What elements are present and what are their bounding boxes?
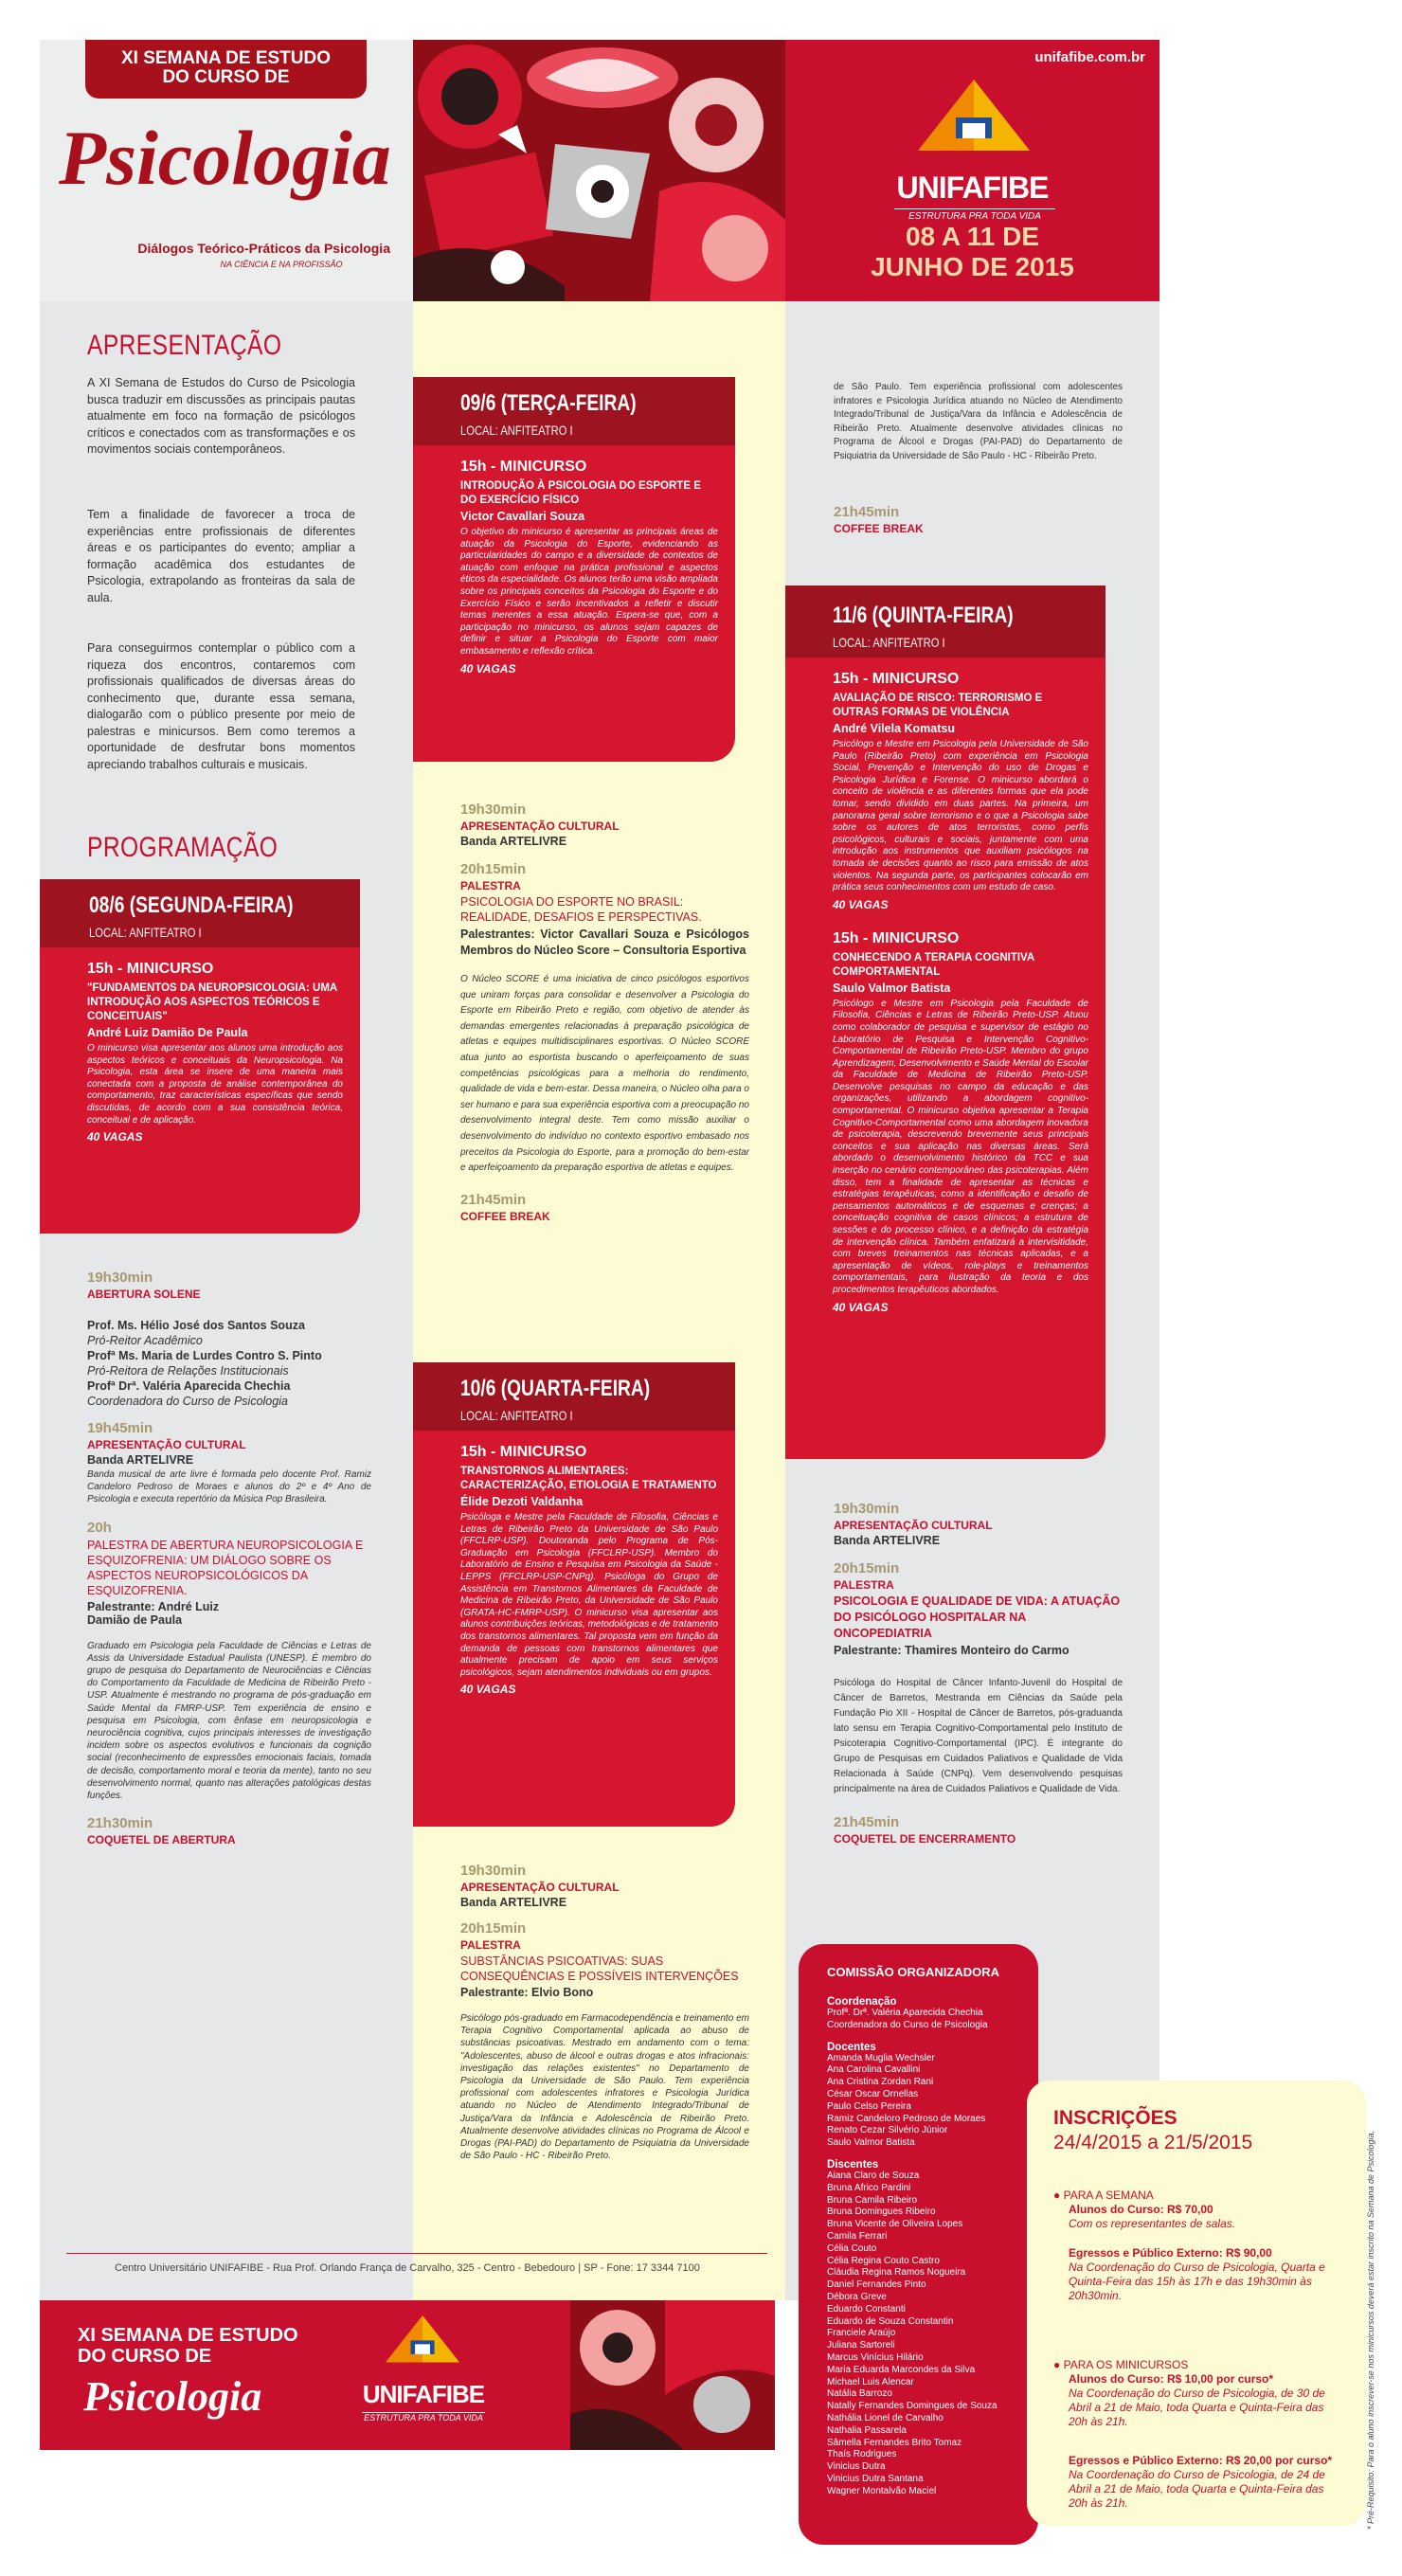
footer-address: Centro Universitário UNIFAFIBE - Rua Prof. Orlando França de Carvalho, 325 - Centro - Bebedouro | SP - Fone: 17 3344 7100 [115,2262,700,2274]
day1-ev2-title: APRESENTAÇÃO CULTURAL [87,1438,246,1451]
apresentacao-p1: A XI Semana de Estudos do Curso de Psicologia busca traduzir em discussões as principais pautas atualmente em foco na formação de psicólogos críticos e conectados com as transformações e os movimentos sociais contemporâneos. [87,376,355,456]
day3-ev1-time: 19h30min [460,1863,527,1879]
day4-mc1-time: 15h - MINICURSO [833,671,960,687]
day1-ev2-sub: Banda ARTELIVRE [87,1453,194,1467]
day4-mc2-speaker: Saulo Valmor Batista [833,981,951,995]
coord-names: Profª. Drª. Valéria Aparecida Chechia Coordenadora do Curso de Psicologia [827,2008,988,2030]
discentes-name: Natália Barrozo [827,2388,892,2400]
brand-name: UNIFAFIBE [896,171,1049,205]
prerequisite-note: * Pré-Requisito: Para o aluno inscrever-se nos minicursos deverá estar inscrito na Semana de Psicologia. [1366,2130,1375,2530]
guest1-name: Prof. Ms. Hélio José dos Santos Souza [87,1319,305,1332]
semana-alunos: Alunos do Curso: R$ 70,00 [1069,2203,1213,2216]
banner-tagline: ESTRUTURA PRA TODA VIDA [362,2412,485,2423]
docentes-name: Ana Carolina Cavallini [827,2064,921,2076]
guest3-name: Profª Drª. Valéria Aparecida Chechia [87,1379,291,1393]
header-left-panel [40,40,413,301]
day4-ev1-title: APRESENTAÇÃO CULTURAL [834,1519,993,1532]
docentes-name: Paulo Celso Pereira [827,2100,911,2112]
day3-mc-description: Psicóloga e Mestre pela Faculdade de Filosofia, Ciências e Letras de Ribeirão Preto da Universidade de São Paulo (FFCLRP-USP). Doutoranda pelo Programa de Pós-Graduação em Psicologia (FFCLRP-USP). Membro do Laboratório de Ensino e Pesquisa em Psicologia da Saúde - LEPPS (FFCLRP-USP-CNPq). Psicóloga do Grupo de Assistência em Transtornos Alimentares da Faculdade de Medicina de Ribeirão Preto, da Universidade de São Paulo (GRATA-HC-FMRP-USP). O minicurso visa apresentar aos alunos contribuições teóricas, metodológicas e de tratamento dos transtornos alimentares. Tal proposta vem em função da demanda de pessoas com transtornos alimentares que atualmente precisam de apoio em seus serviços psicológicos, sejam atendimentos individuais ou em grupos. [460,1512,718,1678]
day1-ev1-title: ABERTURA SOLENE [87,1288,201,1301]
day2-ev2-desc: O Núcleo SCORE é uma iniciativa de cinco psicólogos esportivos que uniram forças para consolidar e desenvolver a Psicologia do Esporte em Ribeirão Preto e região, com objetivo de atender às demandas emergentes relacionadas à preparação psicológica de atletas e equipes multidisciplinares esportivas. O Núcleo SCORE atua junto ao esportista buscando o aperfeiçoamento de suas competências psicológicas para a melhoria do rendimento, qualidade de vida e bem-estar. Dessa maneira, o Núcleo olha para o ser humano e para sua experiência esportiva com a preocupação no desenvolvimento integral deste. Tem como missão auxiliar o desenvolvimento do indivíduo no contexto esportivo embasado nos preceitos da Psicologia do Esporte, para a promoção do bem-estar e aperfeiçoamento da preparação esportiva de atletas e equipes. [460,974,749,1174]
day3-ev2-desc-continued: de São Paulo. Tem experiência profissional com adolescentes infratores e Psicologia Jurídica atuando no Núcleo de Atendimento Integrado/Tribunal de Justiça/Vara da Infância e Adolescência de Ribeirão Preto. Atualmente desenvolve atividades clínicas no Programa de Álcool e Drogas (PAI-PAD) do Departamento de Psiquiatria da Universidade de São Paulo - HC - Ribeirão Preto. [834,382,1123,461]
day4-ev2-time: 20h15min [834,1560,900,1576]
day4-ev2-desc: Psicóloga do Hospital de Câncer Infanto-Juvenil do Hospital de Câncer de Barretos, Mestranda em Ciências da Saúde pela Fundação Pio XII - Hospital de Câncer de Barretos, pós-graduanda lato sensu em Terapia Cognitivo-Comportamental pelo Instituto de Psicoterapia Cognitivo-Comportamental (IPC). É integrante do Grupo de Pesquisas em Cuidados Paliativos e Qualidade de Vida Relacionada à Saúde (CNPq). Vem desenvolvendo pesquisas principalmente na área de Cuidados Paliativos e Qualidade de Vida. [834,1678,1123,1794]
day4-mc1-description: Psicólogo e Mestre em Psicologia pela Universidade de São Paulo (Ribeirão Preto) com experiência em Psicologia Social, Prevenção e Intervenção do uso de Drogas e Psicologia Jurídica e Forense. O minicurso abordará o conceito de violência e as diferentes formas que ela pode tomar, sendo dividido em duas partes. Na primeira, um panorama geral sobre terrorismo e o que a Psicologia sabe sobre os autores de atos terroristas, como perfis psicológicos, culturais e sociais, juntamente com uma introdução aos instrumentos que auxiliam psicólogos na tomada de decisões quanto ao risco para emissão de atos violentos. Na segunda parte, os participantes colocarão em prática seus conhecimentos com um estudo de caso. [833,739,1088,893]
apresentacao-p3: Para conseguirmos contemplar o público com a riqueza dos encontros, contaremos com profissionais qualificados de diversas áreas do conhecimento que, durante essa semana, dialogarão com o público presente por meio de palestras e minicursos. Bem como teremos a oportunidade de desfrutar bons momentos apreciando trabalhos culturais e musicais. [87,641,355,771]
day3-coffee [834,504,1123,535]
website-link[interactable]: unifafibe.com.br [1034,49,1145,65]
docentes-name: César Oscar Ornellas [827,2088,919,2099]
day1-ev4-title: COQUETEL DE ABERTURA [87,1833,236,1847]
guest1-role: Pró-Reitor Acadêmico [87,1334,203,1347]
day1-ev3-desc: Graduado em Psicologia pela Faculdade de Ciências e Letras de Assis da Universidade Estadual Paulista (UNESP). É membro do grupo de pesquisa do Departamento de Neurociências e Ciências do Comportamento da Faculdade de Medicina de Ribeirão Preto - USP. Atualmente é mestrando no programa de pós-graduação em Saúde Mental da FMRP-USP. Tem experiência de ensino e pesquisa em Psicologia, com ênfase em neuropsicologia e neurociência cognitiva, cujos principais interesses de investigação incidem sobre os aspectos evolutivos e funcionais da cognição social (reconhecimento de expressões emocionais faciais, tomada de decisão, comportamento moral e teoria da mente), tanto no seu desenvolvimento normal, quanto nas alterações patológicas destas funções. [87,1640,371,1802]
banner-art [570,2300,775,2450]
apresentacao-title: APRESENTAÇÃO [87,330,282,361]
discentes-name: Bruna Vicente de Oliveira Lopes [827,2219,963,2230]
day4-mc2-title: CONHECENDO A TERAPIA COGNITIVA COMPORTAMENTAL [833,951,1034,978]
discentes-name: Aiana Claro de Souza [827,2170,920,2181]
event-dates [785,222,1159,282]
day2-ev3-time: 21h45min [460,1191,527,1208]
comissao-card [799,1944,1038,2545]
inscricoes-title: INSCRIÇÕES [1053,2107,1177,2129]
day4-mc1-vagas: 40 VAGAS [833,897,889,911]
discentes-name: Marcus Vinícius Hilário [827,2351,924,2363]
day1-mc-title: "FUNDAMENTOS DA NEUROPSICOLOGIA: UMA INTRODUÇÃO AOS ASPECTOS TEÓRICOS E CONCEITUAIS" [87,982,337,1022]
day1-mc-speaker: André Luiz Damião De Paula [87,1026,248,1039]
day1-ev2-desc: Banda musical de arte livre é formada pelo docente Prof. Ramiz Candeloro Pedroso de Moraes e alunos do 2º e 4º Ano de Psicologia e executa repertório da Música Pop Brasileira. [87,1469,371,1505]
discentes-name: Célia Regina Couto Castro [827,2255,940,2266]
unifafibe-logo-icon [918,80,1030,174]
day3-location: LOCAL: ANFITEATRO I [460,1408,573,1423]
footer-divider [66,2253,767,2254]
day2-mc-speaker: Victor Cavallari Souza [460,510,585,523]
day1-mc-time: 15h - MINICURSO [87,961,214,977]
day2-card [413,377,735,762]
discentes-name: Maria Eduarda Marcondes da Silva [827,2364,976,2375]
day1-ev3-time: 20h [87,1519,112,1536]
day4-ev3-time: 21h45min [834,1814,900,1830]
day4-ev1-time: 19h30min [834,1501,900,1517]
brand-tagline: ESTRUTURA PRA TODA VIDA [894,208,1055,222]
discentes-name: Michael Luis Alencar [827,2376,914,2387]
day4-location: LOCAL: ANFITEATRO I [833,635,945,650]
day3-ev3-title: COFFEE BREAK [834,522,924,535]
day3-mc-time: 15h - MINICURSO [460,1444,587,1460]
day1-guests [87,1318,371,1409]
day1-card [40,879,360,1234]
edition-line1: XI SEMANA DE ESTUDO [121,48,331,68]
banner-line2: DO CURSO DE [78,2346,212,2367]
day1-ev3-title: PALESTRA DE ABERTURA NEUROPSICOLOGIA E ESQUIZOFRENIA: UM DIÁLOGO SOBRE OS ASPECTOS NEUROPSICOLÓGICOS DA ESQUIZOFRENIA. [87,1538,364,1597]
day3-ev2-time: 20h15min [460,1920,527,1937]
guest2-role: Pró-Reitora de Relações Institucionais [87,1364,289,1378]
banner-brand: UNIFAFIBE [362,2380,485,2408]
day4-ev2-title: PALESTRA [834,1578,894,1592]
inscricoes-period: 24/4/2015 a 21/5/2015 [1053,2132,1253,2153]
header-tagline: NA CIÊNCIA E NA PROFISSÃO [220,260,343,269]
day3-ev1-sub: Banda ARTELIVRE [460,1896,567,1909]
semana-label-text: PARA A SEMANA [1063,2189,1154,2202]
discentes-name: Nathália Lionel de Carvalho [827,2412,944,2423]
day1-location: LOCAL: ANFITEATRO I [89,925,202,940]
day4-mc1-speaker: André Vilela Komatsu [833,722,955,735]
inscricoes-minicursos [1053,2358,1339,2511]
inscricoes-card [1027,2081,1366,2526]
day4-events [834,1501,1123,1846]
docentes-list [827,2053,1010,2150]
discentes-name: Eduardo Constanti [827,2303,906,2315]
semana-ext-note: Na Coordenação do Curso de Psicologia, Quarta e Quinta-Feira das 15h às 17h e das 19h30min às 20h30min. [1069,2261,1325,2302]
mini-ext: Egressos e Público Externo: R$ 20,00 por curso* [1069,2454,1333,2467]
day3-ev2-topic: SUBSTÂNCIAS PSICOATIVAS: SUAS CONSEQUÊNCIAS E POSSÍVEIS INTERVENÇÕES [460,1955,739,1983]
discentes-name: Sâmella Fernandes Brito Tomaz [827,2437,962,2448]
mini-alunos: Alunos do Curso: R$ 10,00 por curso* [1069,2372,1274,2386]
day4-ev2-topic: PSICOLOGIA E QUALIDADE DE VIDA: A ATUAÇÃO DO PSICÓLOGO HOSPITALAR NA ONCOPEDIATRIA [834,1594,1121,1640]
day2-events [460,802,749,1223]
discentes-name: Franciele Araújo [827,2328,896,2339]
discentes-name: Cláudia Regina Ramos Nogueira [827,2267,966,2279]
day2-mc-description: O objetivo do minicurso é apresentar as principais áreas de atuação da Psicologia do Esporte, evidenciando as particularidades do campo e a diversidade de contextos de atuação com enfoque na prática profissional e aspectos éticos da especialidade. Os alunos terão uma visão ampliada sobre os principais conceitos da Psicologia do Esporte e do Exercício Físico e serão incentivados a refletir e discutir temas inerentes a essa atuação. Espera-se que, com a participação no minicurso, os alunos sejam capazes de definir e situar a Psicologia do Esporte com maior embasamento e reflexão crítica. [460,527,718,657]
day2-mc-time: 15h - MINICURSO [460,459,587,475]
day2-mc-title: INTRODUÇÃO À PSICOLOGIA DO ESPORTE E DO EXERCÍCIO FÍSICO [460,480,701,506]
dates-line1: 08 A 11 DE [905,222,1040,251]
comissao-title: COMISSÃO ORGANIZADORA [827,1965,999,1979]
day3-mc-vagas: 40 VAGAS [460,1683,516,1697]
day3-card [413,1362,735,1827]
day2-title: 09/6 (TERÇA-FEIRA) [460,390,637,416]
day2-ev1-time: 19h30min [460,802,527,818]
day4-ev2-sub: Palestrante: Thamires Monteiro do Carmo [834,1644,1069,1657]
day1-ev4-time: 21h30min [87,1815,153,1832]
banner-course: Psicologia [83,2373,262,2420]
day2-ev1-sub: Banda ARTELIVRE [460,835,567,848]
abstract-illustration [413,40,785,301]
discentes-name: Daniel Fernandes Pinto [827,2279,926,2291]
coord-label: Coordenação [827,1996,897,2008]
header-subtitle: Diálogos Teórico-Práticos da Psicologia [137,241,390,256]
day4-mc2-vagas: 40 VAGAS [833,1300,889,1314]
mini-label [1053,2358,1339,2372]
day4-ev3-title: COQUETEL DE ENCERRAMENTO [834,1832,1016,1846]
day4-card [785,585,1105,1459]
banner-edition [78,2325,298,2367]
discentes-name: Eduardo de Souza Constantin [827,2315,954,2327]
discentes-name: Thaís Rodrigues [827,2449,897,2460]
day2-ev2-sub: Palestrantes: Victor Cavallari Souza e Psicólogos Membros do Núcleo Score – Consultoria Esportiva [460,928,749,957]
day3-ev3-time: 21h45min [834,504,900,520]
docentes-name: Ramiz Candeloro Pedroso de Moraes [827,2113,986,2124]
edition-badge [85,40,367,99]
inscricoes-semana [1053,2189,1339,2303]
bottom-banner [40,2300,775,2450]
day2-ev2-time: 20h15min [460,861,527,877]
day4-mc1-title: AVALIAÇÃO DE RISCO: TERRORISMO E OUTRAS FORMAS DE VIOLÊNCIA [833,693,1043,718]
day1-ev2-time: 19h45min [87,1420,153,1436]
discentes-name: Wagner Montalvão Maciel [827,2485,937,2496]
mini-label-text: PARA OS MINICURSOS [1063,2358,1189,2371]
semana-alunos-note: Com os representantes de salas. [1069,2217,1236,2230]
day3-mc-title: TRANSTORNOS ALIMENTARES: CARACTERIZAÇÃO, ETIOLOGIA E TRATAMENTO [460,1466,717,1491]
programacao-title: PROGRAMAÇÃO [87,832,279,863]
discentes-name: Camila Ferrari [827,2230,888,2242]
docentes-name: Renato Cezar Silvério Júnior [827,2125,948,2136]
day1-ev3-sub: Palestrante: André Luiz Damião de Paula [87,1599,220,1627]
discentes-list [827,2171,1010,2498]
discentes-name: Natally Fernandes Domingues de Souza [827,2401,998,2412]
apresentacao-p2: Tem a finalidade de favorecer a troca de experiências entre profissionais de diferentes áreas e os participantes do evento; ampliar a formação acadêmica dos estudantes de Psicologia, extrapolando as fronteiras da sala de aula. [87,508,355,604]
day2-ev3-title: COFFEE BREAK [460,1209,550,1223]
discentes-name: Débora Greve [827,2291,887,2302]
day3-ev1-title: APRESENTAÇÃO CULTURAL [460,1881,620,1894]
discentes-name: Juliana Sartoreli [827,2340,895,2351]
guest2-name: Profª Ms. Maria de Lurdes Contro S. Pinto [87,1349,322,1362]
day3-mc-speaker: Élide Dezoti Valdanha [460,1495,584,1508]
course-title: Psicologia [59,115,391,201]
edition-line2: DO CURSO DE [162,67,290,87]
mini-ext-note: Na Coordenação do Curso de Psicologia, de 24 de Abril a 21 de Maio, toda Quarta e Quinta-Feira das 20h às 21h. [1069,2468,1325,2510]
discentes-name: Bruna Africo Pardini [827,2182,911,2193]
day3-title: 10/6 (QUARTA-FEIRA) [460,1376,651,1401]
day2-location: LOCAL: ANFITEATRO I [460,423,573,438]
discentes-name: Vinicius Dutra Santana [827,2473,924,2484]
day3-events [460,1863,749,2162]
header-art [413,40,785,301]
day1-title: 08/6 (SEGUNDA-FEIRA) [89,892,294,918]
day4-mc2-description: Psicólogo e Mestre em Psicologia pela Faculdade de Filosofia, Ciências e Letras de Ribeirão Preto-USP. Atuou como colaborador de pesquisa e supervisor de estágio no Laboratório de Pesquisa e Intervenção Cognitivo-Comportamental de Ribeirão Preto-USP. Membro do grupo Aprendizagem, Desenvolvimento e Saúde Mental do Escolar da Faculdade de Medicina de Ribeirão Preto-USP. Desenvolve pesquisas no campo da educação e das organizações, utilizando a abordagem cognitivo-comportamental. O minicurso objetiva apresentar a Terapia Cognitivo-Comportamental como uma abordagem inovadora de psicoterapia, descrevendo brevemente seus principais conceitos e sua aplicação nas diversas áreas. Será abordado o desenvolvimento histórico da TCC e sua inserção no cenário contemporâneo das psicoterapias. Além disso, tem a finalidade de apresentar as técnicas e estratégias terapêuticas, como a identificação e desafio de pensamentos automáticos e de esquemas e crenças; a conceituação cognitiva de casos clínicos; a estrutura de sessões e do processo clínico, e a definição da estratégia de intervenção clínica. Também enfatizará a intervisitidade, com breves treinamentos nas técnicas aplicadas, e a apresentação de vídeos, role-plays e treinamentos comportamentais, para ilustração da teoria e dos procedimentos terapêuticos abordados. [833,998,1088,1295]
banner-logo-icon [386,2314,459,2380]
discentes-name: Célia Couto [827,2243,877,2254]
docentes-name: Ana Cristina Zordan Rani [827,2077,934,2088]
bullet-icon: ● [1053,2189,1064,2202]
discentes-name: Vinicius Dutra [827,2461,886,2473]
docentes-label: Docentes [827,2041,876,2053]
mini-alunos-note: Na Coordenação do Curso de Psicologia, de 30 de Abril a 21 de Maio, toda Quarta e Quinta-Feira das 20h às 21h. [1069,2387,1325,2428]
day4-ev1-sub: Banda ARTELIVRE [834,1534,941,1547]
day1-ev1-time: 19h30min [87,1270,153,1286]
day3-ev2-title: PALESTRA [460,1938,521,1952]
day3-ev2-desc: Psicólogo pós-graduado em Farmacodependência e treinamento em Terapia Cognitivo Comportamental aplicada ao abuso de substâncias psicoativas. Mestrado em andamento com o tema: "Adolescentes, abuso de álcool e outras drogas e atos infracionais: investigação das relações existentes" no Departamento de Psicologia da Universidade de São Paulo. Tem experiência profissional com adolescentes infratores e Psicologia Jurídica atuando no Núcleo de Atendimento Integrado/Tribunal de Justiça/Vara da Infância e Adolescência de Ribeirão Preto. Atualmente desenvolve atividades clínicas no Programa de Álcool e Drogas (PAI-PAD) do Departamento de Psiquiatria da Universidade de São Paulo - HC - Ribeirão Preto. [460,2013,749,2162]
header-right-panel [785,40,1159,301]
day2-ev1-title: APRESENTAÇÃO CULTURAL [460,820,620,833]
discentes-name: Bruna Camila Ribeiro [827,2194,918,2206]
dates-line2: JUNHO DE 2015 [871,252,1074,281]
day4-mc2-time: 15h - MINICURSO [833,929,960,946]
docentes-name: Saulo Valmor Batista [827,2137,915,2149]
discentes-label: Discentes [827,2158,879,2171]
day3-ev2-sub: Palestrante: Elvio Bono [460,1986,594,1999]
discentes-name: Bruna Domingues Ribeiro [827,2207,936,2218]
day1-mc-vagas: 40 VAGAS [87,1130,143,1144]
banner-line1: XI SEMANA DE ESTUDO [78,2325,298,2346]
day4-title: 11/6 (QUINTA-FEIRA) [833,603,1014,628]
semana-label [1053,2189,1339,2203]
semana-ext: Egressos e Público Externo: R$ 90,00 [1069,2246,1272,2260]
discentes-name: Nathalia Passarela [827,2424,907,2436]
day1-mc-description: O minicurso visa apresentar aos alunos uma introdução aos aspectos teóricos e conceituais da Neuropsicologia. Na Psicologia, esta área se insere de uma maneira mais conectada com a proposta de análise contemporânea do comportamento, traz características específicas que sendo discutidas, de acordo com a sua consistência teórica, conceitual e de aplicação. [87,1043,343,1126]
guest3-role: Coordenadora do Curso de Psicologia [87,1395,288,1408]
day1-events [87,1270,371,1846]
day2-mc-vagas: 40 VAGAS [460,661,516,676]
day2-ev2-topic: PSICOLOGIA DO ESPORTE NO BRASIL: REALIDADE, DESAFIOS E PERSPECTIVAS. [460,895,702,924]
bullet-icon: ● [1053,2358,1064,2371]
day2-ev2-title: PALESTRA [460,879,521,892]
docentes-name: Amanda Muglia Wechsler [827,2052,935,2063]
